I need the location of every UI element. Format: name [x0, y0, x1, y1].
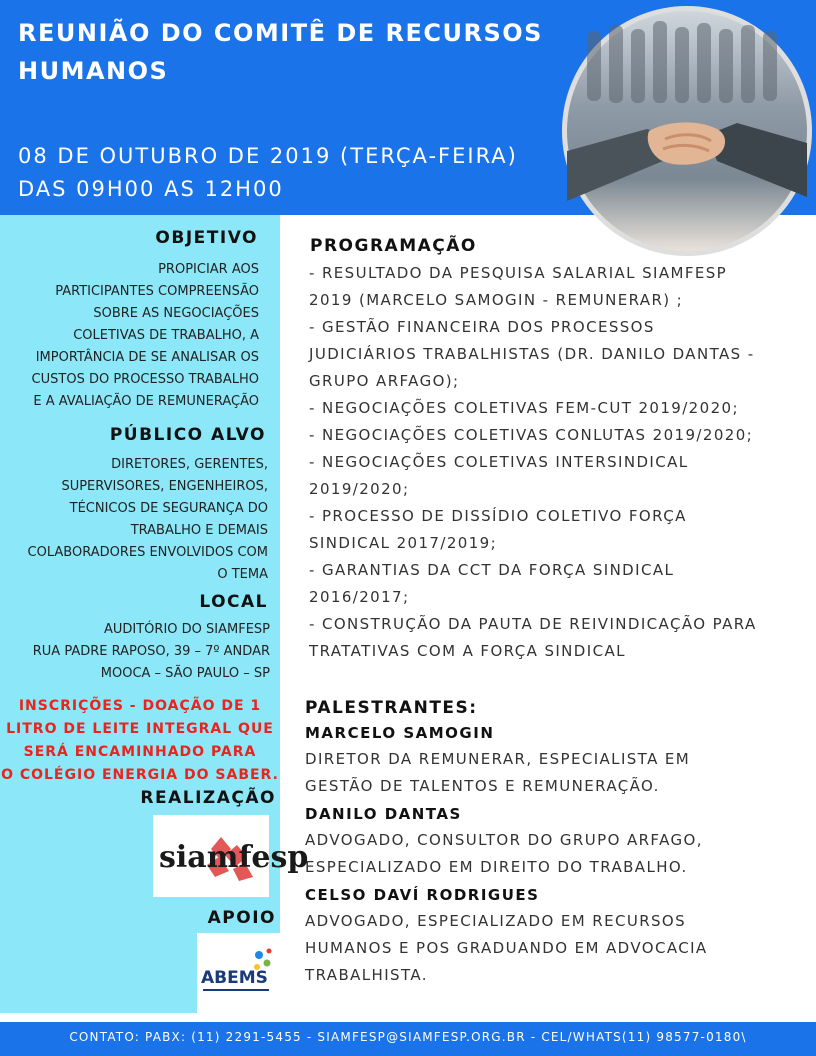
programacao-line: TRATATIVAS COM A FORÇA SINDICAL: [309, 642, 626, 660]
programacao-list: [309, 260, 809, 665]
title-line-1: REUNIÃO DO COMITÊ DE RECURSOS: [18, 19, 543, 47]
event-date: [18, 140, 518, 206]
programacao-line: - RESULTADO DA PESQUISA SALARIAL SIAMFESP: [309, 264, 728, 282]
objetivo-line: CUSTOS DO PROCESSO TRABALHO: [31, 372, 259, 387]
publico-alvo-text: [0, 454, 268, 586]
local-line: RUA PADRE RAPOSO, 39 – 7º ANDAR: [32, 644, 270, 659]
programacao-heading: PROGRAMAÇÃO: [310, 236, 477, 256]
handshake-photo: [562, 6, 812, 256]
programacao-line: GRUPO ARFAGO);: [309, 372, 460, 390]
objetivo-line: COLETIVAS DE TRABALHO, A: [73, 328, 259, 343]
publico-line: COLABORADORES ENVOLVIDOS COM: [27, 545, 268, 560]
inscricoes-line: INSCRIÇÕES - DOAÇÃO DE 1: [18, 698, 262, 714]
publico-line: O TEMA: [217, 567, 268, 582]
abems-logo: [197, 933, 280, 1013]
speaker-desc-line: ADVOGADO, ESPECIALIZADO EM RECURSOS: [305, 912, 687, 930]
speaker-name-2: DANILO DANTAS: [305, 805, 462, 823]
local-text: [2, 619, 270, 685]
abems-logo-mark: [197, 933, 280, 1013]
date-line-2: DAS 09H00 AS 12H00: [18, 177, 284, 201]
speaker-desc-line: HUMANOS E POS GRADUANDO EM ADVOCACIA: [305, 939, 708, 957]
palestrantes-heading: PALESTRANTES:: [305, 698, 478, 718]
title-line-2: HUMANOS: [18, 57, 169, 85]
footer-contact-bar: [0, 1022, 816, 1056]
siamfesp-logo-mark: [153, 815, 309, 897]
speaker-desc-line: ESPECIALIZADO EM DIREITO DO TRABALHO.: [305, 858, 688, 876]
speaker-desc-1: [305, 746, 805, 800]
objetivo-line: PROPICIAR AOS: [158, 262, 259, 277]
abems-logo-text: ABEMS: [201, 968, 268, 988]
siamfesp-logo: [153, 815, 309, 897]
speaker-name-3: CELSO DAVÍ RODRIGUES: [305, 886, 540, 904]
publico-line: TRABALHO E DEMAIS: [130, 523, 268, 538]
programacao-line: 2019/2020;: [309, 480, 410, 498]
publico-alvo-heading: PÚBLICO ALVO: [109, 425, 266, 445]
local-heading: LOCAL: [199, 592, 268, 612]
speaker-desc-line: DIRETOR DA REMUNERAR, ESPECIALISTA EM: [305, 750, 691, 768]
speaker-desc-line: TRABALHISTA.: [305, 966, 428, 984]
publico-line: SUPERVISORES, ENGENHEIROS,: [61, 479, 268, 494]
speaker-desc-line: ADVOGADO, CONSULTOR DO GRUPO ARFAGO,: [305, 831, 703, 849]
speaker-desc-line: GESTÃO DE TALENTOS E REMUNERAÇÃO.: [305, 777, 660, 795]
apoio-heading: APOIO: [207, 908, 276, 928]
page-title: [18, 14, 543, 90]
speaker-desc-3: [305, 908, 805, 989]
footer-contact: CONTATO: PABX: (11) 2291-5455 - SIAMFESP@SIAMFESP.ORG.BR - CEL/WHATS(11) 98577-0180\: [69, 1030, 747, 1044]
date-line-1: 08 DE OUTUBRO DE 2019 (TERÇA-FEIRA): [18, 144, 518, 168]
inscricoes-notice: [0, 695, 280, 787]
programacao-line: 2016/2017;: [309, 588, 410, 606]
realizacao-heading: REALIZAÇÃO: [140, 788, 276, 808]
inscricoes-line: SERÁ ENCAMINHADO PARA: [23, 744, 257, 760]
siamfesp-logo-text: siamfesp: [159, 840, 309, 875]
programacao-line: 2019 (MARCELO SAMOGIN - REMUNERAR) ;: [309, 291, 684, 309]
objetivo-heading: OBJETIVO: [155, 228, 258, 248]
handshake-illustration: [567, 11, 807, 251]
objetivo-line: SOBRE AS NEGOCIAÇÕES: [93, 306, 259, 321]
programacao-line: SINDICAL 2017/2019;: [309, 534, 498, 552]
publico-line: TÉCNICOS DE SEGURANÇA DO: [69, 501, 268, 516]
programacao-line: - GARANTIAS DA CCT DA FORÇA SINDICAL: [309, 561, 675, 579]
inscricoes-line: O COLÉGIO ENERGIA DO SABER.: [1, 767, 279, 783]
inscricoes-line: LITRO DE LEITE INTEGRAL QUE: [6, 721, 274, 737]
local-line: AUDITÓRIO DO SIAMFESP: [103, 622, 270, 637]
programacao-line: - NEGOCIAÇÕES COLETIVAS INTERSINDICAL: [309, 453, 689, 471]
local-line: MOOCA – SÃO PAULO – SP: [100, 666, 270, 681]
publico-line: DIRETORES, GERENTES,: [111, 457, 268, 472]
programacao-line: - CONSTRUÇÃO DA PAUTA DE REIVINDICAÇÃO PARA: [309, 615, 757, 633]
programacao-line: - NEGOCIAÇÕES COLETIVAS FEM-CUT 2019/2020;: [309, 399, 739, 417]
speaker-desc-2: [305, 827, 805, 881]
programacao-line: - NEGOCIAÇÕES COLETIVAS CONLUTAS 2019/2020;: [309, 426, 754, 444]
programacao-line: - GESTÃO FINANCEIRA DOS PROCESSOS: [309, 318, 655, 336]
objetivo-text: [0, 259, 259, 413]
objetivo-line: E A AVALIAÇÃO DE REMUNERAÇÃO: [33, 394, 259, 409]
objetivo-line: IMPORTÂNCIA DE SE ANALISAR OS: [35, 350, 259, 365]
programacao-line: - PROCESSO DE DISSÍDIO COLETIVO FORÇA: [309, 507, 687, 525]
objetivo-line: PARTICIPANTES COMPREENSÃO: [55, 284, 259, 299]
speaker-name-1: MARCELO SAMOGIN: [305, 724, 495, 742]
programacao-line: JUDICIÁRIOS TRABALHISTAS (DR. DANILO DANTAS -: [309, 345, 755, 363]
